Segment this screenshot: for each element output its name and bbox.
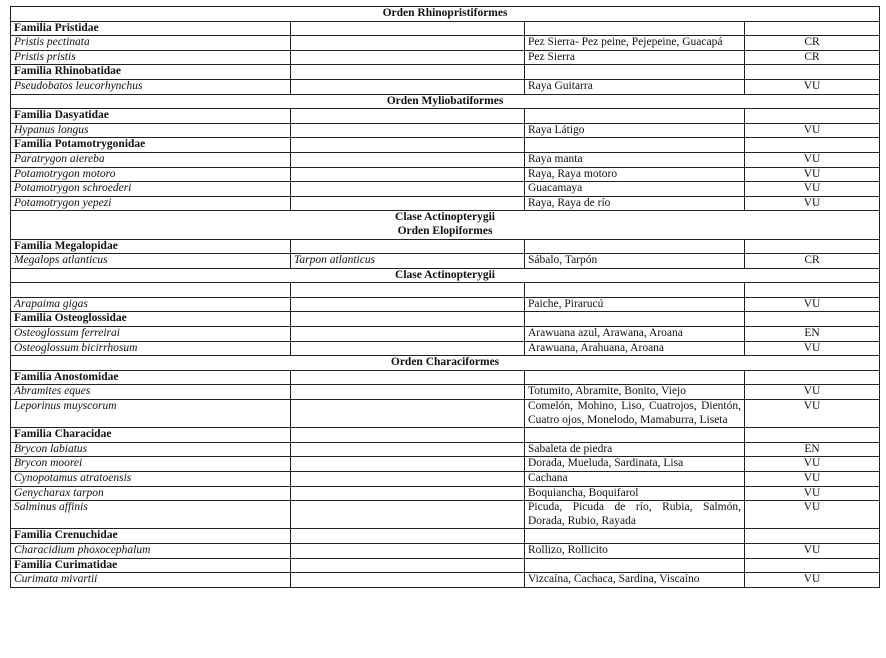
synonym xyxy=(291,79,525,94)
scientific-name: Pseudobatos leucorhynchus xyxy=(11,79,291,94)
species-row xyxy=(11,501,880,529)
scientific-name: Leporinus muyscorum xyxy=(11,400,291,428)
scientific-name: Brycon labiatus xyxy=(11,442,291,457)
threat-status: VU xyxy=(745,196,880,211)
empty-cell xyxy=(291,239,525,254)
synonym xyxy=(291,400,525,428)
threat-status: VU xyxy=(745,457,880,472)
species-row xyxy=(11,123,880,138)
common-names: Arawuana azul, Arawana, Aroana xyxy=(525,327,745,342)
empty-cell xyxy=(745,283,880,298)
empty-cell xyxy=(745,21,880,36)
common-names: Raya Guitarra xyxy=(525,79,745,94)
threat-status: VU xyxy=(745,573,880,588)
synonym xyxy=(291,36,525,51)
synonym xyxy=(291,486,525,501)
threat-status: CR xyxy=(745,50,880,65)
scientific-name: Osteoglossum ferreirai xyxy=(11,327,291,342)
threat-status: VU xyxy=(745,501,880,529)
species-row xyxy=(11,385,880,400)
species-row xyxy=(11,457,880,472)
common-names: Raya, Raya motoro xyxy=(525,167,745,182)
empty-cell xyxy=(525,239,745,254)
family-row xyxy=(11,65,880,80)
order-label: Orden Elopiformes xyxy=(397,224,493,237)
family-name: Familia Potamotrygonidae xyxy=(11,138,291,153)
scientific-name: Brycon moorei xyxy=(11,457,291,472)
species-row xyxy=(11,297,880,312)
synonym xyxy=(291,123,525,138)
family-row xyxy=(11,138,880,153)
species-row xyxy=(11,472,880,487)
common-names: Arawuana, Arahuana, Aroana xyxy=(525,341,745,356)
scientific-name: Osteoglossum bicirrhosum xyxy=(11,341,291,356)
scientific-name: Cynopotamus atratoensis xyxy=(11,472,291,487)
synonym xyxy=(291,543,525,558)
empty-cell xyxy=(525,109,745,124)
empty-cell xyxy=(745,109,880,124)
empty-cell xyxy=(525,21,745,36)
scientific-name: Abramites eques xyxy=(11,385,291,400)
threat-status: CR xyxy=(745,254,880,269)
synonym xyxy=(291,182,525,197)
species-row xyxy=(11,167,880,182)
empty-cell xyxy=(525,529,745,544)
threat-status: VU xyxy=(745,400,880,428)
common-names: Pez Sierra- Pez peine, Pejepeine, Guacapá xyxy=(525,36,745,51)
family-row xyxy=(11,529,880,544)
empty-cell xyxy=(525,283,745,298)
family-name: Familia Dasyatidae xyxy=(11,109,291,124)
scientific-name: Potamotrygon motoro xyxy=(11,167,291,182)
family-name: Familia Osteoglossidae xyxy=(11,312,291,327)
threat-status: EN xyxy=(745,442,880,457)
species-table xyxy=(10,6,880,588)
empty-cell xyxy=(745,65,880,80)
scientific-name: Characidium phoxocephalum xyxy=(11,543,291,558)
common-names: Dorada, Mueluda, Sardinata, Lisa xyxy=(525,457,745,472)
family-name: Familia Megalopidae xyxy=(11,239,291,254)
synonym: Tarpon atlanticus xyxy=(291,254,525,269)
threat-status: EN xyxy=(745,327,880,342)
threat-status: VU xyxy=(745,297,880,312)
species-row xyxy=(11,442,880,457)
scientific-name: Curimata mivartii xyxy=(11,573,291,588)
threat-status: VU xyxy=(745,152,880,167)
threat-status: VU xyxy=(745,543,880,558)
synonym xyxy=(291,457,525,472)
synonym xyxy=(291,327,525,342)
empty-cell xyxy=(525,370,745,385)
species-row xyxy=(11,196,880,211)
empty-cell xyxy=(745,138,880,153)
common-names: Sábalo, Tarpón xyxy=(525,254,745,269)
common-names: Raya, Raya de río xyxy=(525,196,745,211)
species-row xyxy=(11,254,880,269)
synonym xyxy=(291,442,525,457)
empty-cell xyxy=(745,239,880,254)
scientific-name: Genycharax tarpon xyxy=(11,486,291,501)
blank-row xyxy=(11,283,880,298)
scientific-name: Arapaima gigas xyxy=(11,297,291,312)
empty-cell xyxy=(745,529,880,544)
common-names: Comelón, Mohino, Liso, Cuatrojos, Dientón, Cuatro ojos, Monelodo, Mamaburra, Liseta xyxy=(525,400,745,428)
taxon-header: Orden Characiformes xyxy=(11,356,880,371)
common-names: Vizcaína, Cachaca, Sardina, Viscaíno xyxy=(525,573,745,588)
family-name: Familia Crenuchidae xyxy=(11,529,291,544)
common-names: Picuda, Picuda de río, Rubia, Salmón, Dorada, Rubio, Rayada xyxy=(525,501,745,529)
common-names: Cachana xyxy=(525,472,745,487)
synonym xyxy=(291,50,525,65)
species-row xyxy=(11,50,880,65)
empty-cell xyxy=(291,65,525,80)
family-name: Familia Pristidae xyxy=(11,21,291,36)
species-table-body xyxy=(11,7,880,588)
empty-cell xyxy=(291,529,525,544)
threat-status: VU xyxy=(745,123,880,138)
species-row xyxy=(11,182,880,197)
family-row xyxy=(11,428,880,443)
threat-status: VU xyxy=(745,486,880,501)
species-row xyxy=(11,36,880,51)
empty-cell xyxy=(11,283,291,298)
synonym xyxy=(291,341,525,356)
scientific-name: Potamotrygon schroederi xyxy=(11,182,291,197)
family-row xyxy=(11,312,880,327)
empty-cell xyxy=(291,21,525,36)
common-names: Raya Látigo xyxy=(525,123,745,138)
empty-cell xyxy=(291,370,525,385)
empty-cell xyxy=(291,283,525,298)
order-header-row xyxy=(11,268,880,283)
empty-cell xyxy=(745,428,880,443)
species-row xyxy=(11,152,880,167)
scientific-name: Pristis pristis xyxy=(11,50,291,65)
empty-cell xyxy=(291,312,525,327)
species-row xyxy=(11,341,880,356)
synonym xyxy=(291,501,525,529)
class-label: Clase Actinopterygii xyxy=(395,211,495,224)
scientific-name: Paratrygon aiereba xyxy=(11,152,291,167)
threat-status: VU xyxy=(745,79,880,94)
taxon-header: Clase Actinopterygii xyxy=(11,268,880,283)
common-names: Boquiancha, Boquifarol xyxy=(525,486,745,501)
species-row xyxy=(11,573,880,588)
common-names: Sabaleta de piedra xyxy=(525,442,745,457)
empty-cell xyxy=(525,428,745,443)
synonym xyxy=(291,152,525,167)
family-name: Familia Curimatidae xyxy=(11,558,291,573)
order-header-row xyxy=(11,94,880,109)
empty-cell xyxy=(525,65,745,80)
species-row xyxy=(11,327,880,342)
synonym xyxy=(291,385,525,400)
synonym xyxy=(291,573,525,588)
common-names: Raya manta xyxy=(525,152,745,167)
scientific-name: Megalops atlanticus xyxy=(11,254,291,269)
family-row xyxy=(11,239,880,254)
synonym xyxy=(291,167,525,182)
common-names: Rollizo, Rollicito xyxy=(525,543,745,558)
empty-cell xyxy=(291,428,525,443)
species-row xyxy=(11,400,880,428)
taxon-header xyxy=(11,211,880,239)
empty-cell xyxy=(745,558,880,573)
family-name: Familia Rhinobatidae xyxy=(11,65,291,80)
common-names: Totumito, Abramite, Bonito, Viejo xyxy=(525,385,745,400)
class-order-header-row xyxy=(11,211,880,239)
threat-status: CR xyxy=(745,36,880,51)
family-name: Familia Characidae xyxy=(11,428,291,443)
empty-cell xyxy=(291,138,525,153)
species-row xyxy=(11,79,880,94)
threat-status: VU xyxy=(745,472,880,487)
scientific-name: Salminus affinis xyxy=(11,501,291,529)
family-row xyxy=(11,21,880,36)
empty-cell xyxy=(291,558,525,573)
taxon-header: Orden Myliobatiformes xyxy=(11,94,880,109)
empty-cell xyxy=(525,138,745,153)
order-header-row xyxy=(11,356,880,371)
empty-cell xyxy=(745,312,880,327)
empty-cell xyxy=(291,109,525,124)
common-names: Pez Sierra xyxy=(525,50,745,65)
order-header-row xyxy=(11,7,880,22)
scientific-name: Potamotrygon yepezi xyxy=(11,196,291,211)
threat-status: VU xyxy=(745,341,880,356)
common-names: Paiche, Pirarucú xyxy=(525,297,745,312)
threat-status: VU xyxy=(745,385,880,400)
scientific-name: Hypanus longus xyxy=(11,123,291,138)
species-row xyxy=(11,486,880,501)
empty-cell xyxy=(745,370,880,385)
common-names: Guacamaya xyxy=(525,182,745,197)
synonym xyxy=(291,196,525,211)
family-row xyxy=(11,558,880,573)
family-name: Familia Anostomidae xyxy=(11,370,291,385)
empty-cell xyxy=(525,558,745,573)
family-row xyxy=(11,370,880,385)
empty-cell xyxy=(525,312,745,327)
species-row xyxy=(11,543,880,558)
taxon-header: Orden Rhinopristiformes xyxy=(11,7,880,22)
synonym xyxy=(291,472,525,487)
family-row xyxy=(11,109,880,124)
threat-status: VU xyxy=(745,182,880,197)
threat-status: VU xyxy=(745,167,880,182)
synonym xyxy=(291,297,525,312)
scientific-name: Pristis pectinata xyxy=(11,36,291,51)
